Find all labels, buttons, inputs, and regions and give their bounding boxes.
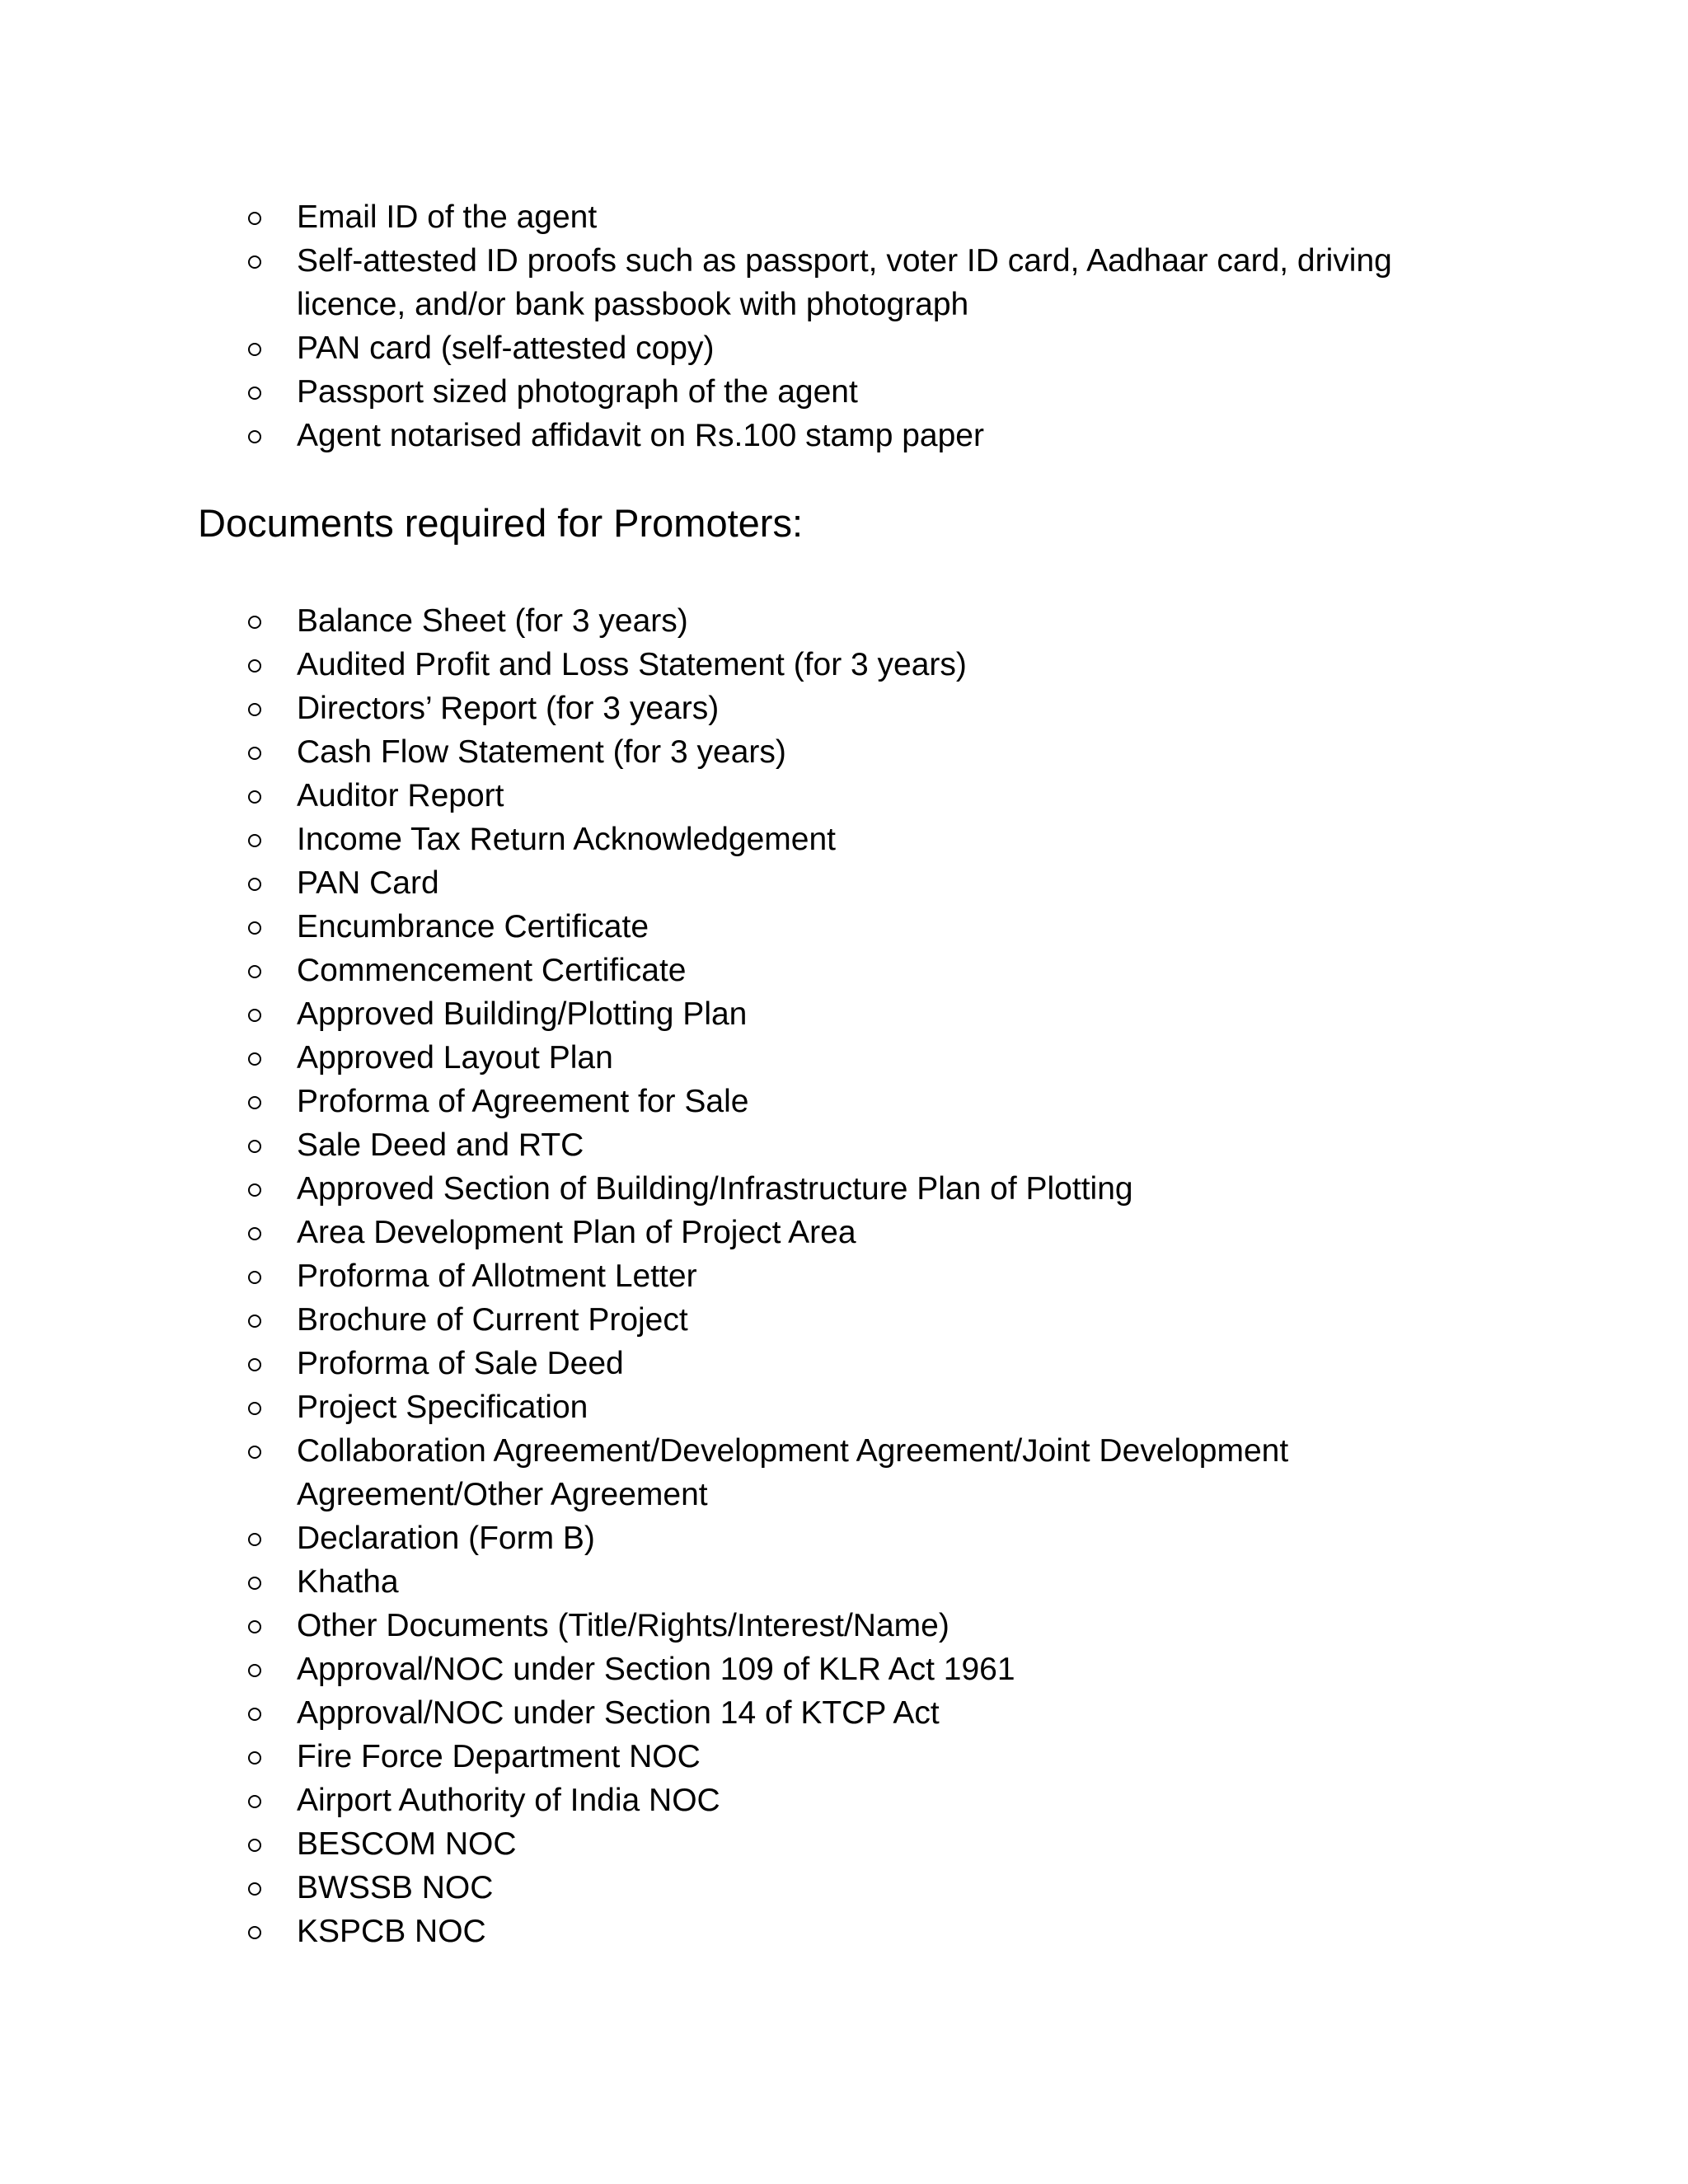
- list-item-text: PAN card (self-attested copy): [297, 330, 715, 366]
- list-item-text: Income Tax Return Acknowledgement: [297, 822, 836, 857]
- hollow-circle-bullet-icon: [248, 1882, 261, 1896]
- list-item: [0, 239, 1434, 326]
- hollow-circle-bullet-icon: [248, 703, 261, 716]
- list-item-text: Approved Layout Plan: [297, 1040, 613, 1076]
- list-item: [0, 992, 1434, 1036]
- hollow-circle-bullet-icon: [248, 1708, 261, 1721]
- list-item: [0, 195, 1434, 239]
- list-item-text: Approval/NOC under Section 14 of KTCP Act: [297, 1695, 940, 1731]
- hollow-circle-bullet-icon: [248, 616, 261, 629]
- list-item: [0, 687, 1434, 730]
- hollow-circle-bullet-icon: [248, 1402, 261, 1415]
- list-item-text: Auditor Report: [297, 778, 504, 813]
- list-item: [0, 1254, 1434, 1298]
- hollow-circle-bullet-icon: [248, 1664, 261, 1677]
- list-item: [0, 1779, 1434, 1822]
- list-item: [0, 1385, 1434, 1429]
- list-item: [0, 1429, 1434, 1516]
- hollow-circle-bullet-icon: [248, 1533, 261, 1546]
- promoter-documents-list: [0, 599, 1434, 1953]
- list-item: [0, 1866, 1434, 1910]
- list-item-text: Encumbrance Certificate: [297, 909, 649, 944]
- list-item-text: BESCOM NOC: [297, 1826, 517, 1862]
- list-item-text: Approval/NOC under Section 109 of KLR Act 1961: [297, 1652, 1015, 1687]
- list-item: [0, 1691, 1434, 1735]
- hollow-circle-bullet-icon: [248, 1795, 261, 1808]
- hollow-circle-bullet-icon: [248, 387, 261, 400]
- hollow-circle-bullet-icon: [248, 1620, 261, 1633]
- list-item-text: Self-attested ID proofs such as passport, voter ID card, Aadhaar card, driving licence, and/or bank passbook with photograph: [297, 243, 1392, 322]
- list-item: [0, 1647, 1434, 1691]
- list-item-text: KSPCB NOC: [297, 1914, 486, 1949]
- list-item-text: Approved Building/Plotting Plan: [297, 996, 748, 1032]
- list-item: [0, 1822, 1434, 1866]
- list-item: [0, 1167, 1434, 1211]
- list-item: [0, 861, 1434, 905]
- list-item: [0, 1080, 1434, 1123]
- list-item-text: Proforma of Agreement for Sale: [297, 1084, 749, 1119]
- list-item-text: Passport sized photograph of the agent: [297, 374, 858, 410]
- list-item: [0, 1560, 1434, 1604]
- list-item-text: Cash Flow Statement (for 3 years): [297, 734, 786, 770]
- list-item: [0, 414, 1434, 457]
- hollow-circle-bullet-icon: [248, 1140, 261, 1153]
- list-item-text: Email ID of the agent: [297, 199, 598, 235]
- hollow-circle-bullet-icon: [248, 1358, 261, 1371]
- list-item: [0, 643, 1434, 687]
- hollow-circle-bullet-icon: [248, 1926, 261, 1939]
- list-item: [0, 1516, 1434, 1560]
- promoters-heading: Documents required for Promoters:: [198, 501, 804, 545]
- list-item-text: Other Documents (Title/Rights/Interest/Name): [297, 1608, 950, 1643]
- list-item: [0, 1342, 1434, 1385]
- list-item-text: Collaboration Agreement/Development Agreement/Joint Development Agreement/Other Agreement: [297, 1433, 1289, 1512]
- hollow-circle-bullet-icon: [248, 965, 261, 978]
- hollow-circle-bullet-icon: [248, 430, 261, 443]
- list-item: [0, 1298, 1434, 1342]
- list-item-text: Sale Deed and RTC: [297, 1127, 584, 1163]
- agent-documents-list: [0, 195, 1434, 457]
- hollow-circle-bullet-icon: [248, 790, 261, 804]
- hollow-circle-bullet-icon: [248, 1577, 261, 1590]
- hollow-circle-bullet-icon: [248, 1096, 261, 1109]
- list-item: [0, 1735, 1434, 1779]
- hollow-circle-bullet-icon: [248, 343, 261, 356]
- list-item: [0, 599, 1434, 643]
- hollow-circle-bullet-icon: [248, 1315, 261, 1328]
- hollow-circle-bullet-icon: [248, 1271, 261, 1284]
- list-item: [0, 774, 1434, 818]
- list-item-text: Brochure of Current Project: [297, 1302, 688, 1338]
- list-item-text: Agent notarised affidavit on Rs.100 stamp paper: [297, 418, 984, 453]
- list-item-text: BWSSB NOC: [297, 1870, 494, 1905]
- list-item: [0, 1910, 1434, 1953]
- list-item-text: Proforma of Sale Deed: [297, 1346, 624, 1381]
- list-item: [0, 326, 1434, 370]
- list-item-text: Fire Force Department NOC: [297, 1739, 701, 1774]
- list-item: [0, 1036, 1434, 1080]
- list-item: [0, 1604, 1434, 1647]
- list-item: [0, 949, 1434, 992]
- hollow-circle-bullet-icon: [248, 255, 261, 269]
- hollow-circle-bullet-icon: [248, 1839, 261, 1852]
- hollow-circle-bullet-icon: [248, 1009, 261, 1022]
- list-item-text: Declaration (Form B): [297, 1521, 595, 1556]
- list-item-text: Proforma of Allotment Letter: [297, 1258, 697, 1294]
- list-item-text: Directors’ Report (for 3 years): [297, 691, 720, 726]
- list-item-text: Khatha: [297, 1564, 399, 1600]
- list-item-text: Area Development Plan of Project Area: [297, 1215, 856, 1250]
- list-item-text: Commencement Certificate: [297, 953, 687, 988]
- list-item: [0, 370, 1434, 414]
- hollow-circle-bullet-icon: [248, 1183, 261, 1197]
- list-item: [0, 818, 1434, 861]
- list-item-text: Airport Authority of India NOC: [297, 1783, 720, 1818]
- list-item-text: Balance Sheet (for 3 years): [297, 603, 688, 639]
- list-item-text: PAN Card: [297, 865, 439, 901]
- list-item: [0, 1123, 1434, 1167]
- list-item-text: Project Specification: [297, 1390, 588, 1425]
- hollow-circle-bullet-icon: [248, 1446, 261, 1459]
- hollow-circle-bullet-icon: [248, 747, 261, 760]
- hollow-circle-bullet-icon: [248, 659, 261, 673]
- list-item: [0, 905, 1434, 949]
- hollow-circle-bullet-icon: [248, 834, 261, 847]
- hollow-circle-bullet-icon: [248, 1052, 261, 1066]
- hollow-circle-bullet-icon: [248, 878, 261, 891]
- list-item: [0, 1211, 1434, 1254]
- list-item-text: Audited Profit and Loss Statement (for 3 years): [297, 647, 967, 682]
- list-item: [0, 730, 1434, 774]
- hollow-circle-bullet-icon: [248, 921, 261, 935]
- hollow-circle-bullet-icon: [248, 1227, 261, 1240]
- list-item-text: Approved Section of Building/Infrastructure Plan of Plotting: [297, 1171, 1133, 1207]
- hollow-circle-bullet-icon: [248, 212, 261, 225]
- hollow-circle-bullet-icon: [248, 1751, 261, 1765]
